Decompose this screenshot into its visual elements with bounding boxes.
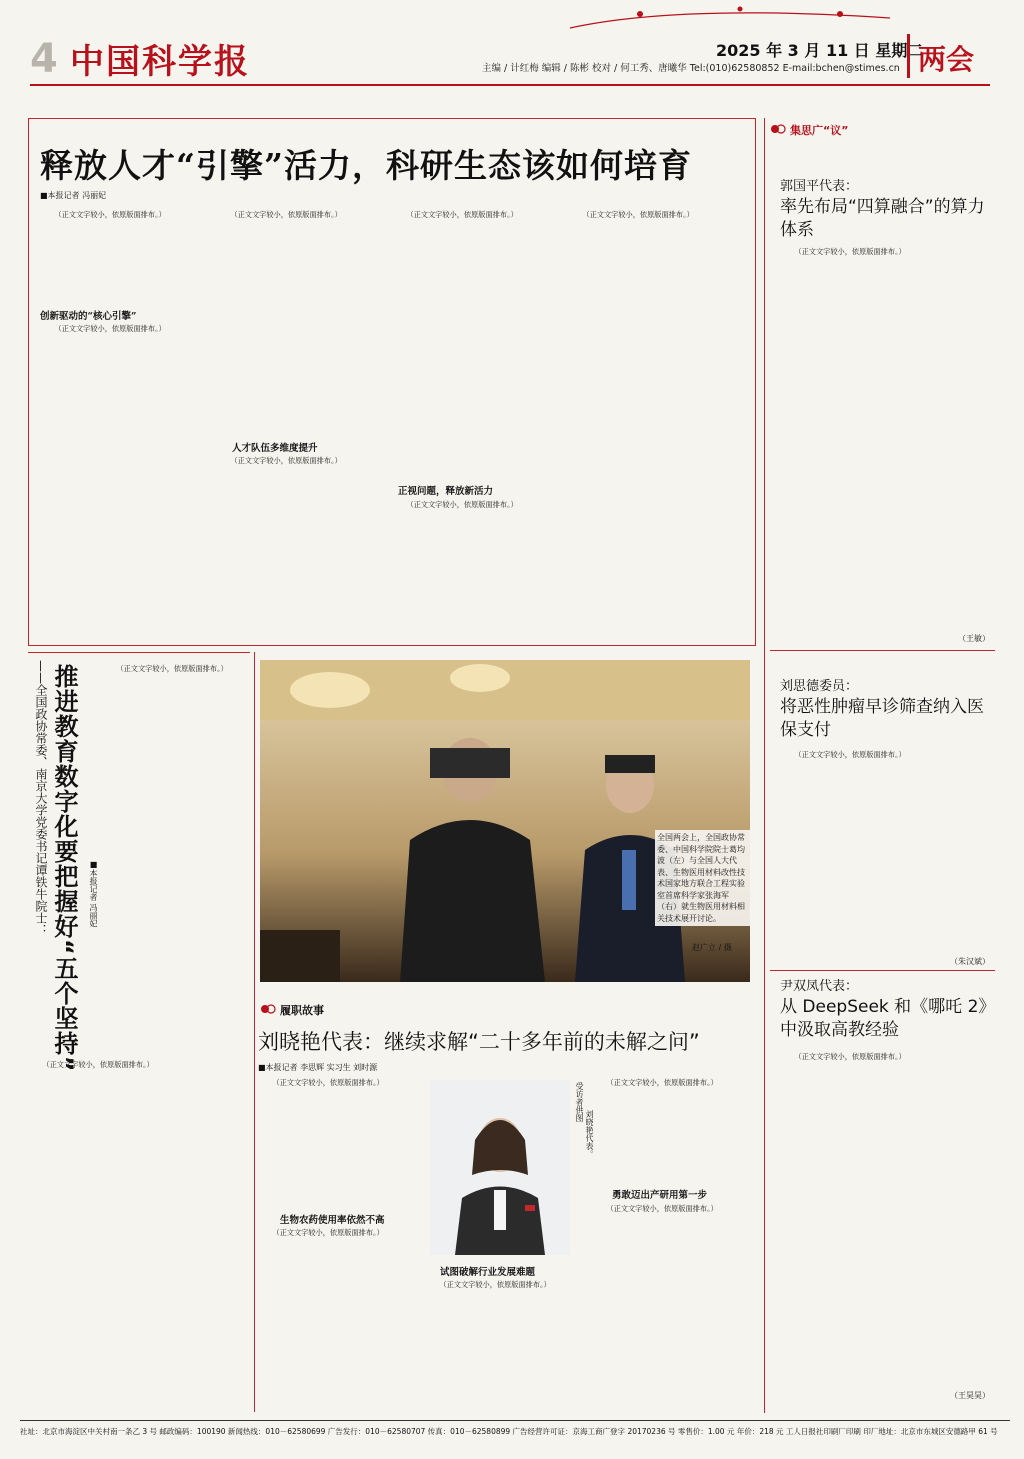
sidebar-person-1: 郭国平代表： (780, 179, 859, 194)
interview-top-rule (28, 652, 250, 653)
sidebar-divider-2 (770, 970, 995, 971)
lead-byline: ■本报记者 冯丽妃 (40, 191, 107, 200)
footer-rule (20, 1420, 1010, 1421)
lead-headline: 释放人才“引擎”活力，科研生态该如何培育 (40, 146, 692, 185)
paper-name: 中国科学报 (70, 42, 250, 82)
sidebar-person-3: 尹双凤代表： (780, 979, 859, 994)
sidebar-credit-1: （王敏） (958, 634, 990, 643)
sidebar-title-3: 从 DeepSeek 和《哪吒 2》中汲取高教经验 (780, 997, 987, 1040)
news-photo (260, 660, 750, 982)
interview-byline: ■本报记者 冯丽妃 (89, 860, 98, 928)
sidebar-credit-3: （王昊昊） (950, 1391, 990, 1400)
page-number: 4 (30, 36, 58, 82)
interview-column-1: （正文文字较小，依原版面排布。） (116, 664, 228, 673)
lead-subhead-2: 人才队伍多维度提升 (232, 443, 318, 454)
sidebar-column-label: 集思广“议” (790, 124, 849, 137)
portrait-name: 刘晓艳代表。 (585, 1110, 594, 1158)
decorative-branch-icon (560, 0, 900, 34)
feature-column-label: 履职故事 (280, 1004, 324, 1017)
editors-line: 主编 / 计红梅 编辑 / 陈彬 校对 / 何工秀、唐曦华 Tel:(010)62580852 E-mail:bchen@stimes.cn (482, 63, 900, 74)
feature-subhead-2: 试图破解行业发展难题 (440, 1267, 536, 1278)
speech-bubble-icon (260, 1002, 276, 1016)
masthead-rule (30, 84, 990, 86)
portrait-photo (430, 1080, 570, 1255)
interview-title: 推进教育数字化要把握好“五个坚持” (50, 664, 78, 1073)
interview-right-rule (254, 652, 255, 1412)
lead-column-3b: （正文文字较小，依原版面排布。） (406, 500, 518, 509)
feature-subhead-3: 勇敢迈出产研用第一步 (612, 1190, 708, 1201)
sidebar-title-1: 率先布局“四算融合”的算力体系 (780, 197, 985, 240)
feature-column-2: （正文文字较小，依原版面排布。） (439, 1280, 551, 1289)
feature-column-1b: （正文文字较小，依原版面排布。） (272, 1228, 384, 1237)
sidebar-body-1: （正文文字较小，依原版面排布。） (794, 247, 906, 256)
lead-subhead-1: 创新驱动的“核心引擎” (40, 311, 137, 322)
lead-column-2b: （正文文字较小，依原版面排布。） (230, 456, 342, 465)
feature-column-3a: （正文文字较小，依原版面排布。） (606, 1078, 718, 1087)
masthead (0, 0, 1024, 88)
interview-column-2: （正文文字较小，依原版面排布。） (42, 1060, 154, 1069)
lead-column-1b: （正文文字较小，依原版面排布。） (54, 324, 166, 333)
lead-column-3a: （正文文字较小，依原版面排布。） (406, 210, 518, 219)
sidebar-body-3: （正文文字较小，依原版面排布。） (794, 1052, 906, 1061)
photo-credit: 赵广立 / 摄 (692, 943, 732, 952)
speech-bubble-icon (770, 122, 786, 136)
photo-caption: 全国两会上，全国政协常委、中国科学院院士葛均波（左）与全国人大代表、生物医用材料改性技术国家地方联合工程实验室首席科学家张海军（右）就生物医用材料相关技术展开讨论。 (655, 830, 750, 926)
sidebar-credit-2: （朱汉斌） (950, 957, 990, 966)
feature-column-3b: （正文文字较小，依原版面排布。） (606, 1204, 718, 1213)
footer-imprint: 社址：北京市海淀区中关村南一条乙 3 号 邮政编码：100190 新闻热线：010－62580699 广告发行：010－62580707 传真：010－62580899 广告经营许可证：京海工商广登字 20170236 号 零售价：1.00 元 年价：218 元 工人日报社印刷厂印刷 印厂地址：北京市东城区安德路甲 61 号 (20, 1427, 998, 1436)
sidebar-body-2: （正文文字较小，依原版面排布。） (794, 750, 906, 759)
feature-subhead-1: 生物农药使用率依然不高 (280, 1215, 385, 1226)
interview-subtitle: ——全国政协常委、南京大学党委书记谭铁牛院士： (34, 660, 48, 936)
feature-column-1a: （正文文字较小，依原版面排布。） (272, 1078, 384, 1087)
sidebar-divider-1 (770, 650, 995, 651)
lead-subhead-3: 正视问题，释放新活力 (398, 486, 494, 497)
portrait-credit: 受访者供图 (575, 1082, 584, 1122)
lead-column-4: （正文文字较小，依原版面排布。） (582, 210, 694, 219)
portrait-image (430, 1080, 570, 1255)
sidebar-title-2: 将恶性肿瘤早诊筛查纳入医保支付 (780, 697, 984, 740)
section-name: 两会 (918, 43, 975, 76)
issue-date: 2025 年 3 月 11 日 星期二 (716, 41, 924, 60)
news-photo-image (260, 660, 750, 982)
lead-column-2a: （正文文字较小，依原版面排布。） (230, 210, 342, 219)
lead-column-1a: （正文文字较小，依原版面排布。） (54, 210, 166, 219)
sidebar-person-2: 刘思德委员： (780, 679, 859, 694)
feature-headline: 刘晓艳代表：继续求解“二十多年前的未解之问” (258, 1030, 700, 1054)
sidebar-rule (764, 118, 765, 1413)
feature-byline: ■本报记者 李思辉 实习生 刘时源 (258, 1063, 378, 1072)
